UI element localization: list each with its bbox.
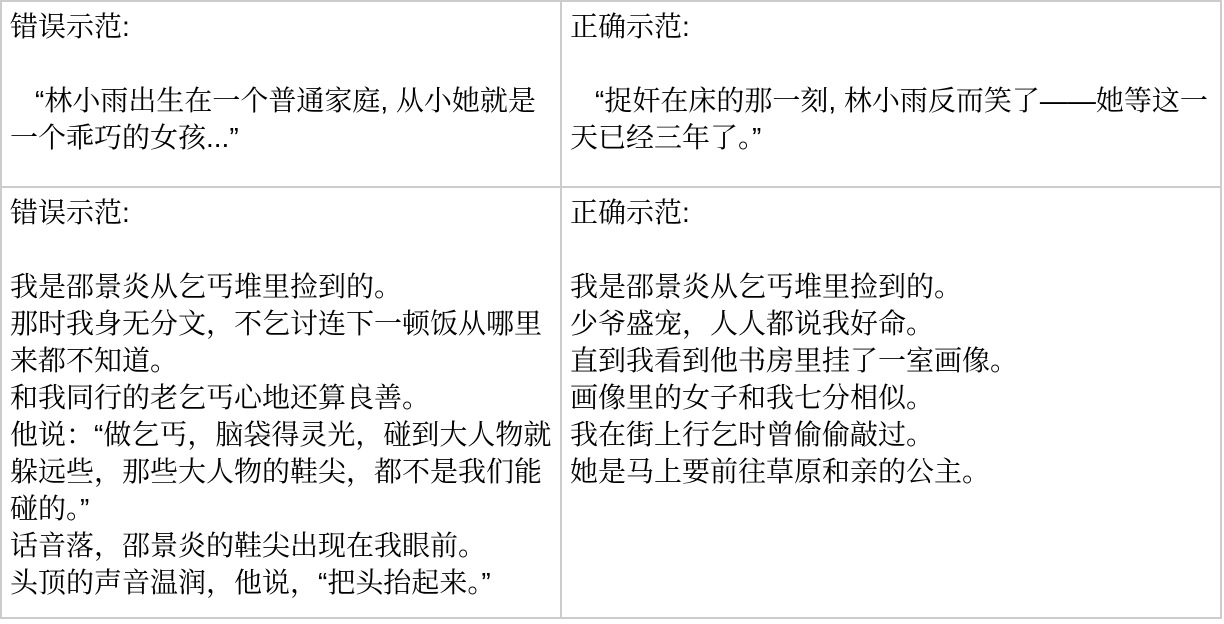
wrong-example-body [10,268,552,601]
wrong-example-body [10,82,552,156]
paragraph: 话音落，邵景炎的鞋尖出现在我眼前。 [10,530,487,561]
correct-example-label: 正确示范: [570,11,690,42]
paragraph: 我是邵景炎从乞丐堆里捡到的。 [570,271,963,302]
paragraph: 直到我看到他书房里挂了一室画像。 [570,345,1019,376]
wrong-example-cell-2 [2,188,562,617]
paragraph: 他说：“做乞丐，脑袋得灵光，碰到大人物就躲远些，那些大人物的鞋尖，都不是我们能碰的。” [10,419,552,524]
paragraph: 她是马上要前往草原和亲的公主。 [570,456,991,487]
paragraph: “捉奸在床的那一刻, 林小雨反而笑了——她等这一天已经三年了。” [570,85,1208,153]
paragraph: 少爷盛宠，人人都说我好命。 [570,308,935,339]
correct-example-body [570,82,1212,156]
correct-example-cell-2 [562,188,1220,617]
paragraph: 那时我身无分文，不乞讨连下一顿饭从哪里来都不知道。 [10,308,543,376]
paragraph: 我是邵景炎从乞丐堆里捡到的。 [10,271,403,302]
wrong-example-label: 错误示范: [10,11,130,42]
correct-example-label: 正确示范: [570,197,690,228]
paragraph: 和我同行的老乞丐心地还算良善。 [10,382,431,413]
correct-example-cell-1 [562,2,1220,188]
paragraph: 头顶的声音温润，他说，“把头抬起来。” [10,567,491,598]
wrong-example-cell-1 [2,2,562,188]
paragraph: “林小雨出生在一个普通家庭, 从小她就是一个乖巧的女孩...” [10,85,536,153]
correct-example-body [570,268,1212,490]
wrong-example-label: 错误示范: [10,197,130,228]
paragraph: 我在街上行乞时曾偷偷敲过。 [570,419,935,450]
paragraph: 画像里的女子和我七分相似。 [570,382,935,413]
